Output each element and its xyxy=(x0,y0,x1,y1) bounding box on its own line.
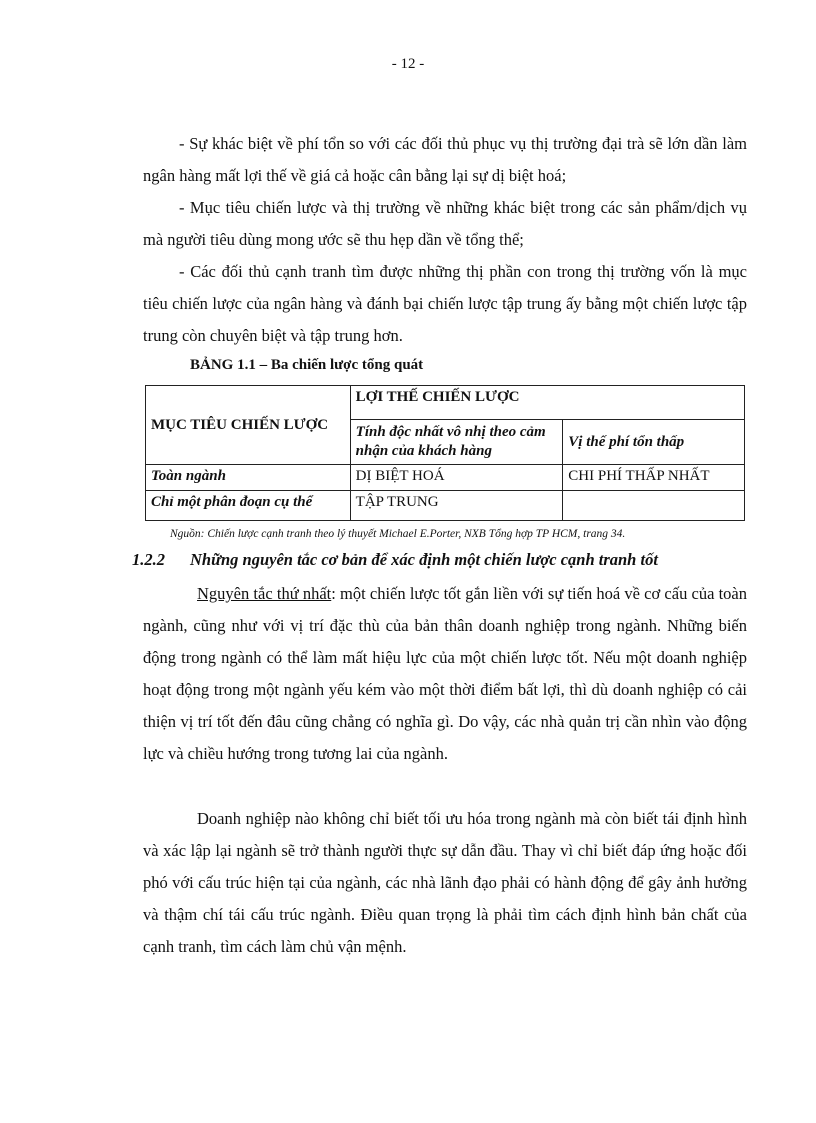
table-cell xyxy=(563,491,745,521)
principle-text: : một chiến lược tốt gắn liền với sự tiến hoá về cơ cấu của toàn ngành, cũng như với vị trí đặc thù của bản thân doanh nghiệp trong ngành. Những biến động trong ngành có thể làm mất hiệu lực của một chiến lược tốt. Nếu một doanh nghiệp hoạt động trong một ngành yếu kém vào một thời điểm bất lợi, thì dù doanh nghiệp có cải thiện vị trí tốt đến đâu cũng chẳng có nghĩa gì. Do vậy, các nhà quản trị cần nhìn vào động lực và chiều hướng trong tương lai của ngành. xyxy=(143,584,748,763)
sub-header-low-cost: Vị thế phí tổn thấp xyxy=(563,420,745,465)
table-source: Nguồn: Chiến lược cạnh tranh theo lý thuyết Michael E.Porter, NXB Tổng hợp TP HCM, trang 34. xyxy=(170,528,626,540)
bullet-3: - Các đối thủ cạnh tranh tìm được những thị phần con trong thị trường vốn là mục tiêu chiến lược của ngân hàng và đánh bại chiến lược tập trung ấy bằng một chiến lược tập trung còn chuyên biệt và tập trung hơn. xyxy=(143,262,747,345)
bullet-1: - Sự khác biệt về phí tổn so với các đối thủ phục vụ thị trường đại trà sẽ lớn dần làm ngân hàng mất lợi thế về giá cả hoặc cân bằng lại sự dị biệt hoá; xyxy=(143,134,747,185)
table-cell: TẬP TRUNG xyxy=(350,491,563,521)
table-cell: CHI PHÍ THẤP NHẤT xyxy=(563,465,745,491)
bullet-2: - Mục tiêu chiến lược và thị trường về những khác biệt trong các sản phẩm/dịch vụ mà người tiêu dùng mong ước sẽ thu hẹp dần về tổng thể; xyxy=(143,198,747,249)
group-header-advantage: LỢI THẾ CHIẾN LƯỢC xyxy=(350,386,744,420)
row-label: Toàn ngành xyxy=(146,465,351,491)
section-number: 1.2.2 xyxy=(132,550,165,569)
section-heading xyxy=(132,550,658,570)
table-row xyxy=(146,465,745,491)
principle-paragraph xyxy=(143,578,747,770)
row-label: Chỉ một phân đoạn cụ thể xyxy=(146,491,351,521)
col-header-objective: MỤC TIÊU CHIẾN LƯỢC xyxy=(146,386,351,465)
principle-label: Nguyên tắc thứ nhất xyxy=(197,584,332,603)
closing-paragraph: Doanh nghiệp nào không chỉ biết tối ưu hóa trong ngành mà còn biết tái định hình và xác lập lại ngành sẽ trở thành người thực sự dẫn đầu. Thay vì chỉ biết đáp ứng hoặc đối phó với cấu trúc hiện tại của ngành, các nhà lãnh đạo phải có hành động để gây ảnh hưởng và thậm chí tái cấu trúc ngành. Điều quan trọng là phải tìm cách định hình bản chất của cạnh tranh, tìm cách làm chủ vận mệnh. xyxy=(143,809,747,956)
table-cell: DỊ BIỆT HOÁ xyxy=(350,465,563,491)
page-number: - 12 - xyxy=(391,56,425,72)
section-title: Những nguyên tắc cơ bản để xác định một chiến lược cạnh tranh tốt xyxy=(190,550,658,569)
table-caption: BẢNG 1.1 – Ba chiến lược tổng quát xyxy=(190,357,424,373)
table-row xyxy=(146,491,745,521)
sub-header-uniqueness: Tính độc nhất vô nhị theo cảm nhận của khách hàng xyxy=(350,420,563,465)
strategy-table xyxy=(145,385,745,521)
